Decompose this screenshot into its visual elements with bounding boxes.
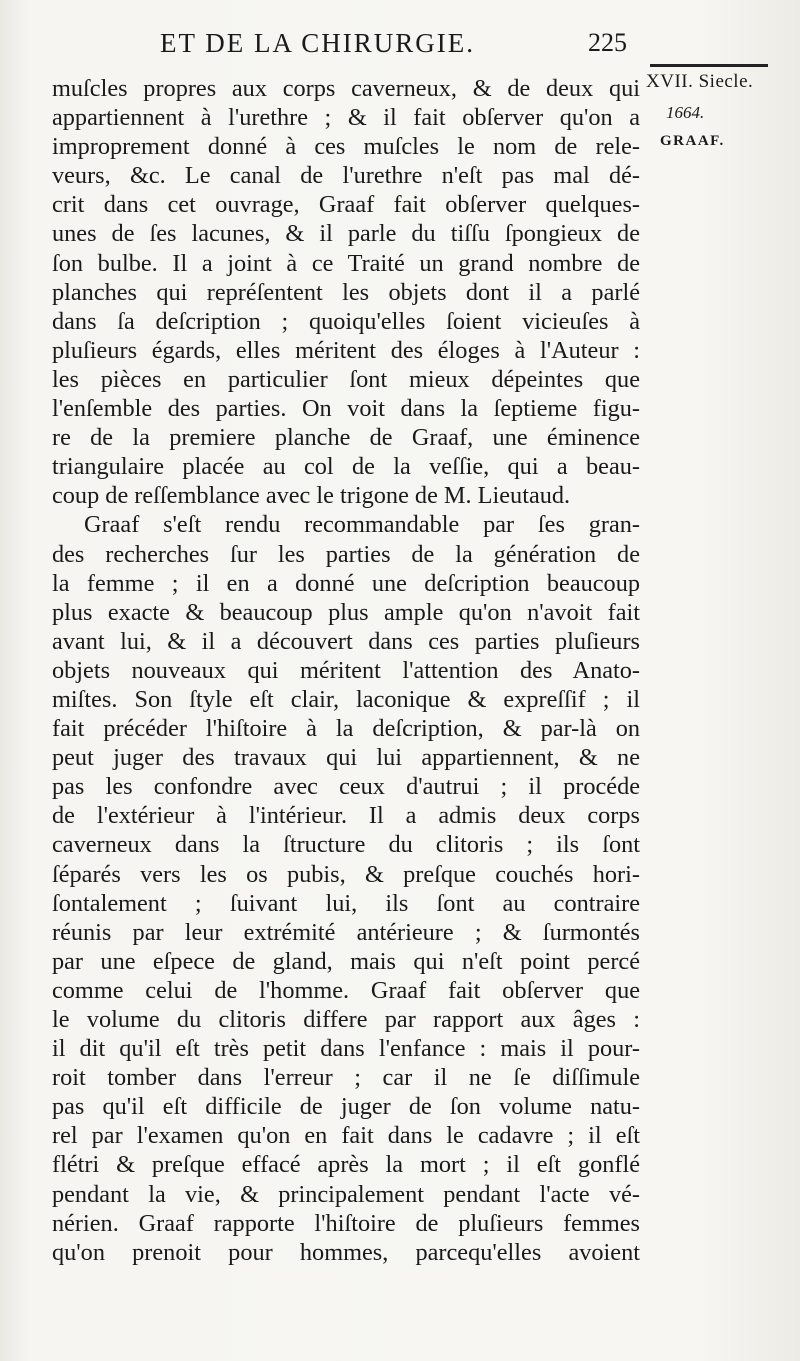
text-line: unes de ſes lacunes, & il parle du tiſſu ſpongieux de (52, 220, 640, 248)
text-line: pas les confondre avec ceux d'autrui ; il procéde (52, 773, 640, 801)
text-line: le volume du clitoris differe par rapport aux âges : (52, 1006, 640, 1033)
text-line: par une eſpece de gland, mais qui n'eſt point percé (52, 947, 640, 975)
text-line: pas qu'il eſt difficile de juger de ſon volume natu- (52, 1093, 640, 1121)
text-line: dans ſa deſcription ; quoiqu'elles ſoient vicieuſes à (52, 307, 640, 335)
text-line: veurs, &c. Le canal de l'urethre n'eſt pas mal dé- (52, 162, 640, 190)
page-header (140, 26, 660, 66)
text-line: peut juger des travaux qui lui appartiennent, & ne (52, 744, 640, 772)
text-line: flétri & preſque effacé après la mort ; il eſt gonflé (52, 1151, 640, 1179)
text-line: ſéparés vers les os pubis, & preſque couchés hori- (52, 860, 640, 888)
text-line: comme celui de l'homme. Graaf fait obſerver que (52, 976, 640, 1004)
margin-author: GRAAF. (660, 133, 725, 149)
text-line: les pièces en particulier ſont mieux dépeintes que (52, 365, 640, 393)
text-line: coup de reſſemblance avec le trigone de M. Lieutaud. (52, 482, 571, 510)
text-line: qu'on prenoit pour hommes, parcequ'elles avoient (52, 1238, 640, 1266)
text-line: miſtes. Son ſtyle eſt clair, laconique & expreſſif ; il (52, 685, 640, 713)
text-line: crit dans cet ouvrage, Graaf fait obſerver quelques- (52, 191, 640, 219)
text-line: réunis par leur extrémité antérieure ; & ſurmontés (52, 918, 640, 946)
text-line: des recherches ſur les parties de la génération de (52, 540, 640, 568)
margin-note (638, 64, 788, 150)
body-text (52, 74, 640, 1267)
text-line: re de la premiere planche de Graaf, une éminence (52, 424, 640, 452)
margin-year: 1664. (666, 103, 705, 122)
text-line: la femme ; il en a donné une deſcription beaucoup (52, 569, 640, 597)
margin-rule (650, 64, 768, 67)
text-line: Graaf s'eſt rendu recommandable par ſes gran- (84, 511, 640, 539)
text-line: rel par l'examen qu'on en fait dans le cadavre ; il eſt (52, 1122, 640, 1150)
text-line: avant lui, & il a découvert dans ces parties pluſieurs (52, 627, 640, 655)
text-line: fait précéder l'hiſtoire à la deſcription, & par-là on (52, 715, 640, 743)
text-line: de l'extérieur à l'intérieur. Il a admis deux corps (52, 802, 640, 830)
text-line: nérien. Graaf rapporte l'hiſtoire de pluſieurs femmes (52, 1209, 640, 1237)
text-line: muſcles propres aux corps caverneux, & de deux qui (52, 75, 640, 102)
margin-century: XVII. Siecle. (646, 71, 754, 92)
text-line: l'enſemble des parties. On voit dans la ſeptieme figu- (52, 395, 640, 423)
text-line: pluſieurs égards, elles méritent des éloges à l'Auteur : (52, 336, 640, 364)
text-line: planches qui repréſentent les objets dont il a parlé (52, 278, 640, 306)
text-line: triangulaire placée au col de la veſſie, qui a beau- (52, 453, 640, 481)
text-line: ſon bulbe. Il a joint à ce Traité un grand nombre de (52, 249, 640, 277)
text-line: ſontalement ; ſuivant lui, ils ſont au contraire (52, 889, 640, 917)
running-title: ET DE LA CHIRURGIE. (160, 28, 475, 58)
page-number: 225 (588, 28, 627, 57)
text-line: pendant la vie, & principalement pendant l'acte vé- (52, 1180, 640, 1208)
text-line: il dit qu'il eſt très petit dans l'enfance : mais il pour- (52, 1035, 640, 1063)
text-line: objets nouveaux qui méritent l'attention des Anato- (52, 656, 640, 684)
text-line: improprement donné à ces muſcles le nom de rele- (52, 133, 640, 161)
text-line: roit tomber dans l'erreur ; car il ne ſe diſſimule (52, 1064, 640, 1092)
text-line: caverneux dans la ſtructure du clitoris ; ils ſont (52, 831, 640, 859)
text-line: appartiennent à l'urethre ; & il fait obſerver qu'on a (52, 104, 640, 132)
text-line: plus exacte & beaucoup plus ample qu'on n'avoit fait (52, 598, 640, 626)
